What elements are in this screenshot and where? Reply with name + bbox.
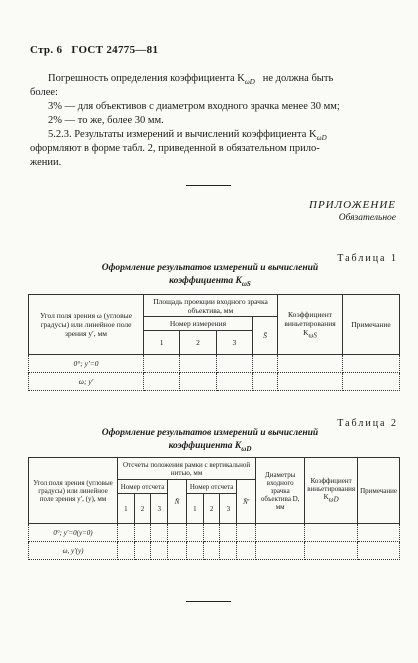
separator-rule [186,601,231,602]
paragraph-line: жении. [30,157,62,168]
table2 [28,457,400,560]
table2-header-note: Примечание [358,458,400,524]
table-cell [358,524,400,542]
table1 [28,294,400,391]
table-cell [237,542,256,560]
subscript: ωS [308,331,317,340]
table1-col-1: 1 [144,331,180,355]
table-cell [144,355,180,373]
table1-header-area: Площадь проекции входного зрачка объектива, мм [144,295,278,317]
table1-label: Таблица 1 [337,253,398,264]
table-cell [256,542,305,560]
table-cell [278,373,343,391]
paragraph-error [48,71,398,90]
header-text: Коэффициент виньетирования K [284,309,336,337]
table2-col-a1: 1 [118,494,135,524]
table1-title [80,262,340,291]
table-cell [203,524,220,542]
table2-header-angle: Угол поля зрения (угловые градусы) или линейное поле зрения y′, (y), мм [29,458,118,524]
paragraph-3pct: 3% — для объективов с диаметром входного зрачка менее 30 мм; [48,101,340,112]
appendix-subtitle: Обязательное [338,213,396,223]
table-cell [358,542,400,560]
table-cell [343,373,400,391]
paragraph-line: более: [30,87,58,98]
table2-col-b1: 1 [187,494,204,524]
table1-col-2: 2 [180,331,216,355]
table-cell [187,542,204,560]
table1-header-measure: Номер измерения [144,317,253,331]
table-cell [220,524,237,542]
table-cell [118,524,135,542]
table2-title-line [80,440,340,456]
table2-row-zero: 0°; y′=0(y=0) [29,524,118,542]
table-cell [237,524,256,542]
table2-col-a3: 3 [151,494,168,524]
table1-col-3: 3 [216,331,252,355]
table1-header-angle: Угол поля зрения ω (угловые градусы) или линейное поле зрения y′, мм [29,295,144,355]
table1-header-mean: S̄ [253,317,278,355]
table-cell [118,542,135,560]
paragraph-text: Погрешность определения коэффициента K [48,73,245,84]
table-cell [151,542,168,560]
appendix-title: ПРИЛОЖЕНИЕ [309,199,396,211]
table1-row-omega: ω; y′ [29,373,144,391]
table-cell [216,373,252,391]
page-header [30,44,158,56]
table-cell [343,355,400,373]
table-cell [305,542,358,560]
title-text: коэффициента K [168,441,242,451]
standard-code: ГОСТ 24775—81 [71,44,159,56]
table2-title-line: Оформление результатов измерений и вычислений [101,428,319,438]
table2-header-coef [305,458,358,524]
table-cell [220,542,237,560]
table2-col-b2: 2 [203,494,220,524]
paragraph-text: 5.2.3. Результаты измерений и вычислений коэффициента K [48,129,317,140]
table-cell [278,355,343,373]
table-cell [216,355,252,373]
table-cell [256,524,305,542]
table1-header-coef [278,295,343,355]
header-text: Коэффициент виньетирования K [307,477,356,502]
table-cell [180,373,216,391]
table-cell [134,542,151,560]
table2-label: Таблица 2 [337,418,398,429]
table2-header-mean2: N̄′ [237,480,256,524]
subscript: ωD [244,78,255,87]
paragraph-2pct: 2% — то же, более 30 мм. [48,115,164,126]
table-cell [168,542,187,560]
table2-header-mean1: N̄ [168,480,187,524]
table-cell [144,373,180,391]
table-cell [305,524,358,542]
table-cell [253,355,278,373]
subscript: ωD [316,134,327,143]
table-cell [253,373,278,391]
subscript: ωS [241,279,251,288]
table-cell [180,355,216,373]
table1-row-zero: 0°; y′=0 [29,355,144,373]
table2-title [80,427,340,456]
table2-header-num1: Номер отсчета [118,480,168,494]
table2-col-b3: 3 [220,494,237,524]
page-number: Стр. 6 [30,44,63,56]
paragraph-line: оформляют в форме табл. 2, приведенной в обязательном прило- [30,143,320,154]
table1-header-note: Примечание [343,295,400,355]
separator-rule [186,185,231,186]
table2-header-diam: Диаметры входного зрачка объектива D, мм [256,458,305,524]
table1-title-line: Оформление результатов измерений и вычислений [101,263,319,273]
table2-row-omega: ω, y′(y) [29,542,118,560]
table-cell [168,524,187,542]
table2-col-a2: 2 [134,494,151,524]
subscript: ωD [328,495,339,504]
subscript: ωD [241,444,252,453]
table-cell [151,524,168,542]
title-text: коэффициента K [169,276,242,286]
table2-header-num2: Номер отсчета [187,480,237,494]
table-cell [187,524,204,542]
paragraph-text: не должна быть [262,73,334,84]
table-cell [203,542,220,560]
table-cell [134,524,151,542]
table1-title-line [80,275,340,291]
table2-header-readings: Отсчеты положения рамки с вертикальной нитью, мм [118,458,256,480]
